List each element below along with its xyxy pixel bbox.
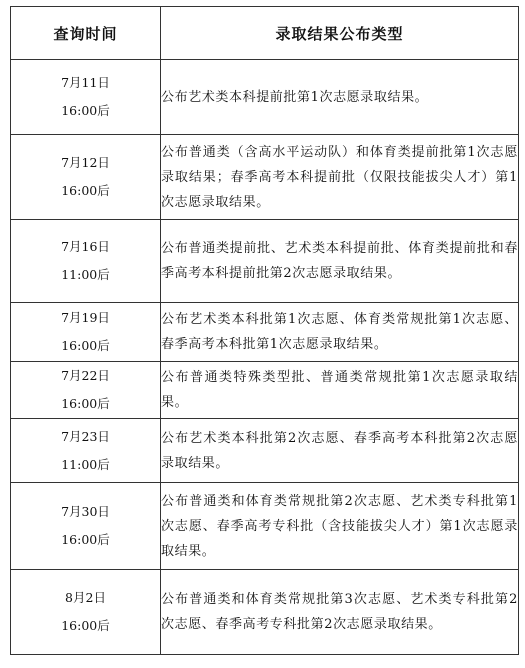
query-hour: 11:00后: [61, 267, 110, 282]
table-row: [11, 570, 519, 655]
query-hour: 11:00后: [61, 456, 110, 472]
query-time-cell: [11, 220, 161, 303]
result-description: 公布普通类特殊类型批、普通类常规批第1次志愿录取结果。: [161, 362, 519, 419]
query-time-cell: [11, 483, 161, 570]
result-description: 公布艺术类本科批第2次志愿、春季高考本科批第2次志愿录取结果。: [161, 419, 519, 483]
query-hour: 16:00后: [61, 103, 110, 118]
query-date: 7月12日: [61, 155, 110, 170]
query-date: 8月2日: [65, 590, 106, 605]
query-time-cell: [11, 135, 161, 220]
table-header-row: [11, 7, 519, 60]
table-row: [11, 303, 519, 362]
query-date: 7月19日: [61, 310, 110, 325]
result-description: 公布艺术类本科批第1次志愿、体育类常规批第1次志愿、春季高考本科批第1次志愿录取结果。: [161, 303, 519, 362]
query-hour: 16:00后: [61, 532, 110, 547]
table-row: [11, 220, 519, 303]
table-row: [11, 419, 519, 483]
table-row: [11, 362, 519, 419]
query-hour: 16:00后: [61, 396, 110, 411]
query-date: 7月11日: [61, 75, 110, 90]
query-date: 7月30日: [61, 504, 110, 519]
query-hour: 16:00后: [61, 183, 110, 198]
header-result-type: 录取结果公布类型: [161, 7, 519, 60]
result-description: 公布普通类（含高水平运动队）和体育类提前批第1次志愿录取结果；春季高考本科提前批（仅限技能拔尖人才）第1次志愿录取结果。: [161, 135, 519, 220]
result-description: 公布普通类和体育类常规批第2次志愿、艺术类专科批第1次志愿、春季高考专科批（含技能拔尖人才）第1次志愿录取结果。: [161, 483, 519, 570]
query-date: 7月16日: [61, 239, 110, 254]
query-date: 7月22日: [61, 368, 110, 383]
table-row: [11, 135, 519, 220]
query-hour: 16:00后: [61, 618, 110, 633]
query-time-cell: [11, 362, 161, 419]
table-row: [11, 483, 519, 570]
query-date: 7月23日: [61, 428, 110, 444]
query-time-cell: [11, 419, 161, 483]
query-time-cell: [11, 60, 161, 135]
admission-schedule-table: [10, 6, 519, 655]
result-description: 公布艺术类本科提前批第1次志愿录取结果。: [161, 60, 519, 135]
query-time-cell: [11, 570, 161, 655]
table-row: [11, 60, 519, 135]
result-description: 公布普通类提前批、艺术类本科提前批、体育类提前批和春季高考本科提前批第2次志愿录取结果。: [161, 220, 519, 303]
header-query-time: 查询时间: [11, 7, 161, 60]
result-description: 公布普通类和体育类常规批第3次志愿、艺术类专科批第2次志愿、春季高考专科批第2次志愿录取结果。: [161, 570, 519, 655]
query-time-cell: [11, 303, 161, 362]
query-hour: 16:00后: [61, 338, 110, 353]
